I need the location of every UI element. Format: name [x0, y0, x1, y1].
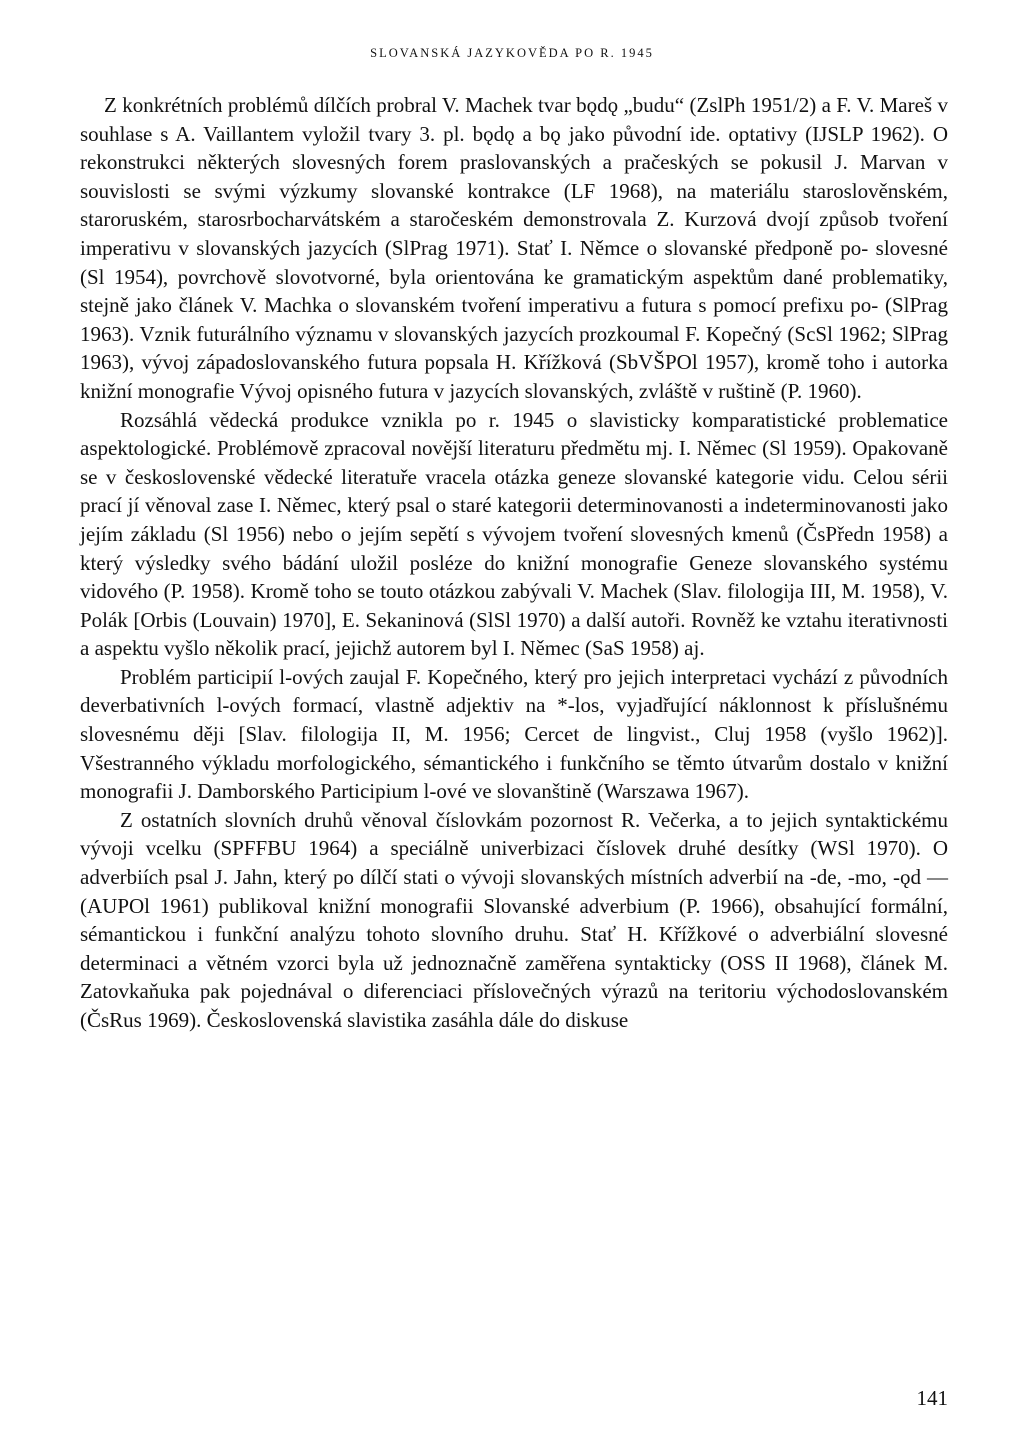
paragraph: Rozsáhlá vědecká produkce vznikla po r. 1945 o slavisticky komparatistické problematice aspektologické. Problémově zpracoval novější literaturu předmětu mj. I. Němec (Sl 1959). Opakovaně se v československé vědecké literatuře vracela otázka geneze slovanské kategorie vidu. Celou sérii prací jí věnoval zase I. Němec, který psal o staré kategorii determinovanosti a indeterminovanosti jako jejím základu (Sl 1956) nebo o jejím sepětí s vývojem tvoření slovesných kmenů (ČsPředn 1958) a který výsledky svého bádání uložil posléze do knižní monografie Geneze slovanského systému vidového (P. 1958). Kromě toho se touto otázkou zabývali V. Machek (Slav. filologija III, M. 1958), V. Polák [Orbis (Louvain) 1970], E. Sekaninová (SlSl 1970) a další autoři. Rovněž ke vztahu iterativnosti a aspektu vyšlo několik prací, jejichž autorem byl I. Němec (SaS 1958) aj. — [80, 407, 948, 661]
running-header: SLOVANSKÁ JAZYKOVĚDA PO R. 1945 — [370, 46, 654, 60]
paragraph: Z konkrétních problémů dílčích probral V. Machek tvar bǫdǫ „budu“ (ZslPh 1951/2) a F. V. Mareš v souhlase s A. Vaillantem vyložil tvary 3. pl. bǫdǫ a bǫ jako původní ide. optativy (IJSLP 1962). O rekonstrukci některých slovesných forem praslovanských a pračeských se pokusil J. Marvan v souvislosti se svými výzkumy slovanské kontrakce (LF 1968), na materiálu staroslověnském, staroruském, starosrbocharvátském a staročeském demonstrovala Z. Kurzová dvojí způsob tvoření imperativu v slovanských jazycích (SlPrag 1971). Stať I. Němce o slovanské předponě po- slovesné (Sl 1954), povrchově slovotvorné, byla orientována ke gramatickým aspektům dané problematiky, stejně jako článek V. Machka o slovanském tvoření imperativu a futura s pomocí prefixu po- (SlPrag 1963). Vznik futurálního významu v slovanských jazycích prozkoumal F. Kopečný (ScSl 1962; SlPrag 1963), vývoj západoslovanského futura popsala H. Křížková (SbVŠPOl 1957), kromě toho i autorka knižní monografie Vývoj opisného futura v jazycích slovanských, zvláště v ruštině (P. 1960). — [80, 93, 948, 403]
paragraph: Z ostatních slovních druhů věnoval číslovkám pozornost R. Večerka, a to jejich syntaktickému vývoji vcelku (SPFFBU 1964) a speciálně univerbizaci číslovek druhé desítky (WSl 1970). O adverbiích psal J. Jahn, který po dílčí stati o vývoji slovanských místních adverbií na -de, -mo, -ǫd — (AUPOl 1961) publikoval knižní monografii Slovanské adverbium (P. 1966), obsahující formální, sémantickou i funkční analýzu tohoto slovního druhu. Stať H. Křížkové o adverbiální slovesné determinaci a větném vzorci byla už jednoznačně zaměřena syntakticky (OSS II 1968), článek M. Zatovkaňuka pak pojednával o diferenciaci příslovečných výrazů na teritoriu východoslovanském (ČsRus 1969). Československá slavistika zasáhla dále do diskuse — [80, 807, 948, 1032]
body-text — [80, 91, 948, 1035]
page-number: 141 — [916, 1386, 948, 1410]
paragraph: Problém participií l-ových zaujal F. Kopečného, který pro jejich interpretaci vychází z původních deverbativních l-ových formací, vlastně adjektiv na *-los, vyjadřující náklonnost k příslušnému slovesnému ději [Slav. filologija II, M. 1956; Cercet de lingvist., Cluj 1958 (vyšlo 1962)]. Všestranného výkladu morfologického, sémantického i funkčního se těmto útvarům dostalo v knižní monografii J. Damborského Participium l-ové ve slovanštině (Warszawa 1967). — [80, 664, 948, 804]
